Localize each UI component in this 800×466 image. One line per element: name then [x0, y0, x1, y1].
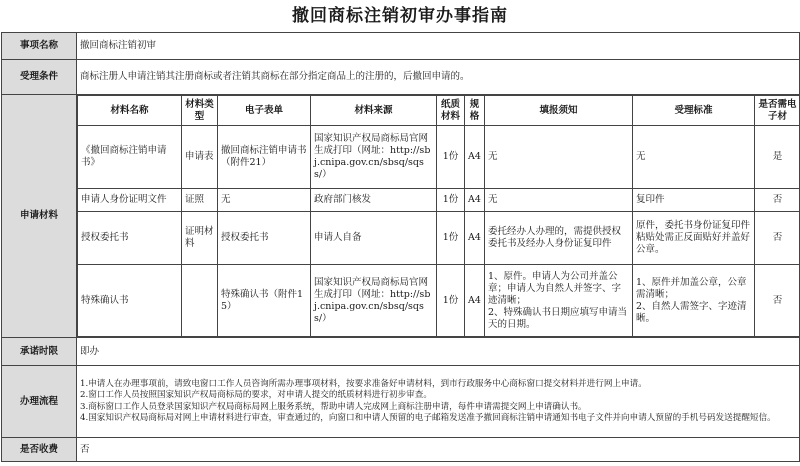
material-name: 《撤回商标注销申请书》: [78, 126, 182, 189]
material-name: 申请人身份证明文件: [78, 189, 182, 212]
table-row: [78, 265, 800, 337]
fee-label: 是否收费: [2, 438, 77, 462]
material-source: 申请人自备: [311, 212, 437, 265]
material-standard: 原件，委托书身份证复印件粘贴处需正反面贴好并盖好公章。: [633, 212, 755, 265]
materials-header-row: [78, 96, 800, 126]
material-notes: 无: [485, 189, 633, 212]
process-step: 1.申请人在办理事项前，请致电窗口工作人员咨询所需办理事项材料，按要求准备好申请材料，到市行政服务中心商标窗口提交材料并进行网上申请。: [80, 378, 647, 389]
col-header-notes: 填报须知: [485, 96, 633, 126]
material-paper: 1份: [437, 189, 465, 212]
material-type: [182, 265, 218, 337]
material-form: 撤回商标注销申请书（附件21）: [218, 126, 311, 189]
material-name: 特殊确认书: [78, 265, 182, 337]
material-paper: 1份: [437, 265, 465, 337]
table-row: [78, 126, 800, 189]
page-title: 撤回商标注销初审办事指南: [292, 6, 508, 26]
process-step: 3.商标窗口工作人员登录国家知识产权局商标局网上服务系统，帮助申请人完成网上商标注册申请，每件申请需提交网上申请确认书。: [80, 401, 587, 412]
col-header-electronic: 是否需电子材: [755, 96, 800, 126]
materials-cell: [77, 95, 800, 338]
material-standard: 1、原件并加盖公章，公章需清晰； 2、自然人需签字、字迹清晰。: [633, 265, 755, 337]
row-materials: [2, 95, 800, 338]
material-type: 申请表: [182, 126, 218, 189]
table-row: [78, 189, 800, 212]
material-standard: 无: [633, 126, 755, 189]
col-header-paper: 纸质材料: [437, 96, 465, 126]
time-limit-label: 承诺时限: [2, 338, 77, 366]
table-row: [78, 212, 800, 265]
material-form: 无: [218, 189, 311, 212]
material-spec: A4: [465, 265, 485, 337]
material-source: 国家知识产权局商标局官网生成打印（网址：http://sbj.cnipa.gov.cn/sbsq/sqss/）: [311, 126, 437, 189]
material-notes: 无: [485, 126, 633, 189]
item-name-label: 事项名称: [2, 33, 77, 60]
row-item-name: [2, 33, 800, 60]
conditions-value: 商标注册人申请注销其注册商标或者注销其商标在部分指定商品上的注册的，后撤回申请的。: [77, 60, 800, 95]
process-steps: [77, 366, 800, 438]
col-header-spec: 规格: [465, 96, 485, 126]
process-label: 办理流程: [2, 366, 77, 438]
col-header-form: 电子表单: [218, 96, 311, 126]
material-electronic: 否: [755, 265, 800, 337]
col-header-type: 材料类型: [182, 96, 218, 126]
col-header-name: 材料名称: [78, 96, 182, 126]
material-spec: A4: [465, 189, 485, 212]
material-spec: A4: [465, 126, 485, 189]
material-paper: 1份: [437, 212, 465, 265]
fee-value: 否: [77, 438, 800, 462]
material-spec: A4: [465, 212, 485, 265]
guide-table: [1, 32, 800, 462]
materials-table: [77, 95, 800, 337]
time-limit-value: 即办: [77, 338, 800, 366]
material-notes: 委托经办人办理的，需提供授权委托书及经办人身份证复印件: [485, 212, 633, 265]
process-step: 2.窗口工作人员按照国家知识产权局商标局的要求，对申请人提交的纸质材料进行初步审查。: [80, 390, 432, 401]
row-time-limit: [2, 338, 800, 366]
row-conditions: [2, 60, 800, 95]
material-type: 证照: [182, 189, 218, 212]
material-form: 特殊确认书（附件15）: [218, 265, 311, 337]
material-form: 授权委托书: [218, 212, 311, 265]
col-header-source: 材料来源: [311, 96, 437, 126]
process-step: 4.国家知识产权局商标局对网上申请材料进行审查，审查通过的，向窗口和申请人预留的电子邮箱发送准予撤回商标注销申请通知书电子文件并向申请人预留的手机号码发送提醒短信。: [80, 412, 776, 423]
material-electronic: 否: [755, 212, 800, 265]
material-standard: 复印件: [633, 189, 755, 212]
material-electronic: 否: [755, 189, 800, 212]
material-source: 政府部门核发: [311, 189, 437, 212]
material-name: 授权委托书: [78, 212, 182, 265]
conditions-label: 受理条件: [2, 60, 77, 95]
material-type: 证明材料: [182, 212, 218, 265]
material-source: 国家知识产权局商标局官网生成打印（网址：http://sbj.cnipa.gov.cn/sbsq/sqss/）: [311, 265, 437, 337]
row-process: [2, 366, 800, 438]
row-fee: [2, 438, 800, 462]
col-header-standard: 受理标准: [633, 96, 755, 126]
material-paper: 1份: [437, 126, 465, 189]
materials-label: 申请材料: [2, 95, 77, 338]
item-name-value: 撤回商标注销初审: [77, 33, 800, 60]
material-notes: 1、原件。申请人为公司并盖公章；申请人为自然人并签字、字迹清晰； 2、特殊确认书日期应填写申请当天的日期。: [485, 265, 633, 337]
material-electronic: 是: [755, 126, 800, 189]
